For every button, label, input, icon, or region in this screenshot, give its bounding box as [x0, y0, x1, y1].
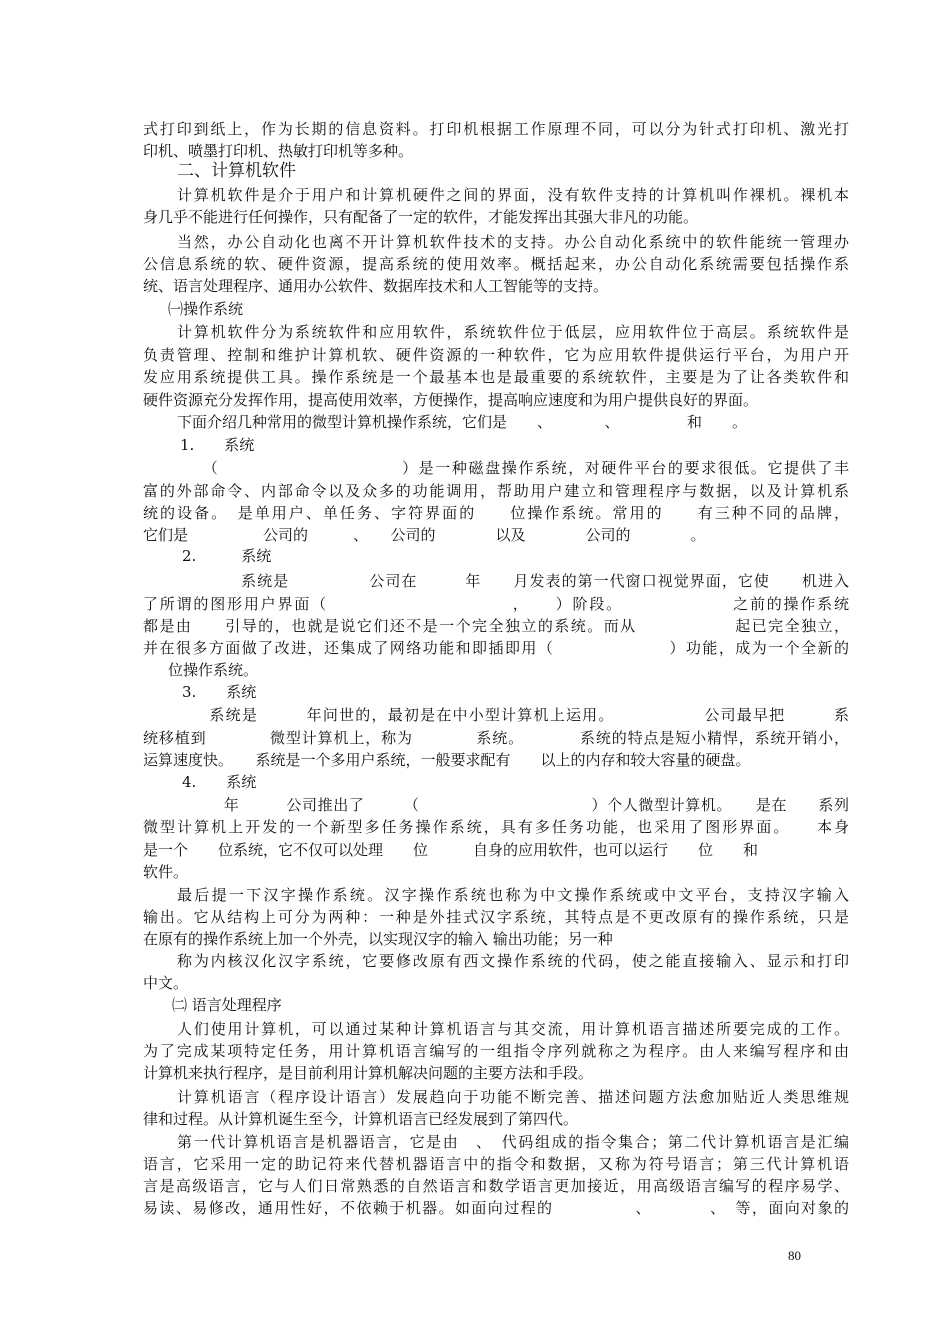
text-line: 为了完成某项特定任务，用计算机语言编写的一组指令序列就称之为程序。由人来编写程序和由	[143, 1042, 849, 1060]
section-heading: 二、计算机软件	[177, 161, 296, 181]
subsection-heading: ㈡ 语言处理程序	[172, 996, 282, 1014]
text-line: 计算机语言（程序设计语言）发展趋向于功能不断完善、描述问题方法愈加贴近人类思维规	[177, 1088, 849, 1106]
text-line: 计算机软件是介于用户和计算机硬件之间的界面，没有软件支持的计算机叫作裸机。裸机本	[177, 186, 849, 204]
text-line: 印机、喷墨打印机、热敏打印机等多种。	[143, 142, 414, 160]
text-line: 系统是 年问世的，最初是在中小型计算机上运用。 公司最早把 系	[177, 706, 849, 724]
text-line: 了所谓的图形用户界面（ ， ）阶段。 之前的操作系统	[143, 595, 849, 613]
text-line: 硬件资源充分发挥作用，提高使用效率，方便操作，提高响应速度和为用户提供良好的界面。	[143, 391, 759, 409]
text-line: 人们使用计算机，可以通过某种计算机语言与其交流，用计算机语言描述所要完成的工作。	[177, 1020, 849, 1038]
text-line: 输出。它从结构上可分为两种：一种是外挂式汉字系统，其特点是不更改原有的操作系统，只是	[143, 908, 849, 926]
text-line: 统的设备。 是单用户、单任务、字符界面的 位操作系统。常用的 有三种不同的品牌，	[143, 504, 849, 522]
text-line: 统、语言处理程序、通用办公软件、数据库技术和人工智能等的支持。	[143, 277, 609, 295]
text-line: （ ）是一种磁盘操作系统，对硬件平台的要求很低。它提供了丰	[177, 459, 849, 477]
text-line: 发应用系统提供工具。操作系统是一个最基本也是最重要的系统软件，主要是为了让各类软件和	[143, 368, 849, 386]
text-line: 当然，办公自动化也离不开计算机软件技术的支持。办公自动化系统中的软件能统一管理办	[177, 233, 849, 251]
text-line: 富的外部命令、内部命令以及众多的功能调用，帮助用户建立和管理程序与数据，以及计算机系	[143, 482, 849, 500]
text-line: 都是由 引导的，也就是说它们还不是一个完全独立的系统。而从 起已完全独立，	[143, 617, 849, 635]
text-line: 公信息系统的软、硬件资源，提高系统的使用效率。概括起来，办公自动化系统需要包括操作系	[143, 255, 849, 273]
text-line: 年 公司推出了 （ ）个人微型计算机。 是在 系列	[177, 796, 849, 814]
text-line: 并在很多方面做了改进，还集成了网络功能和即插即用（ ）功能，成为一个全新的	[143, 639, 849, 657]
text-line: 位操作系统。	[168, 661, 259, 679]
text-line: 运算速度快。 系统是一个多用户系统，一般要求配有 以上的内存和较大容量的硬盘。	[143, 751, 751, 769]
list-heading: 3. 系统	[182, 683, 257, 701]
text-line: 中文。	[143, 974, 189, 992]
list-heading: 1. 系统	[180, 436, 255, 454]
text-line: 语言，它采用一定的助记符来代替机器语言中的指令和数据，又称为符号语言；第三代计算机语	[143, 1155, 849, 1173]
text-line: 负责管理、控制和维护计算机软、硬件资源的一种软件，它为应用软件提供运行平台，为用户开	[143, 346, 849, 364]
text-line: 称为内核汉化汉字系统，它要修改原有西文操作系统的代码，使之能直接输入、显示和打印	[177, 952, 849, 970]
text-line: 易读、易修改，通用性好，不依赖于机器。如面向过程的 、 、 等，面向对象的	[143, 1199, 849, 1217]
text-line: 计算机软件分为系统软件和应用软件，系统软件位于低层，应用软件位于高层。系统软件是	[177, 323, 849, 341]
subsection-heading: ㈠操作系统	[168, 300, 244, 318]
text-line: 微型计算机上开发的一个新型多任务操作系统，具有多任务功能，也采用了图形界面。 本身	[143, 818, 849, 836]
text-line: 计算机来执行程序，是目前利用计算机解决问题的主要方法和手段。	[143, 1064, 594, 1082]
text-line: 最后提一下汉字操作系统。汉字操作系统也称为中文操作系统或中文平台，支持汉字输入	[177, 886, 849, 904]
text-line: 系统是 公司在 年 月发表的第一代窗口视觉界面，它使 机进入	[177, 572, 849, 590]
text-line: 式打印到纸上，作为长期的信息资料。打印机根据工作原理不同，可以分为针式打印机、激光打	[143, 120, 849, 138]
list-heading: 4. 系统	[182, 773, 257, 791]
text-line: 律和过程。从计算机诞生至今，计算机语言已经发展到了第四代。	[143, 1110, 579, 1128]
text-line: 是一个 位系统，它不仅可以处理 位 自身的应用软件，也可以运行 位 和	[143, 841, 759, 859]
text-line: 言是高级语言，它与人们日常熟悉的自然语言和数学语言更加接近，用高级语言编写的程序易学、	[143, 1177, 849, 1195]
text-line: 第一代计算机语言是机器语言，它是由 、 代码组成的指令集合；第二代计算机语言是汇编	[177, 1133, 849, 1151]
text-line: 身几乎不能进行任何操作，只有配备了一定的软件，才能发挥出其强大非凡的功能。	[143, 208, 699, 226]
text-line: 下面介绍几种常用的微型计算机操作系统，它们是 、 、 和 。	[177, 413, 748, 431]
text-line: 在原有的操作系统上加一个外壳，以实现汉字的输入 输出功能；另一种	[143, 930, 613, 948]
page-number: 80	[788, 1248, 801, 1263]
list-heading: 2. 系统	[182, 547, 272, 565]
text-line: 统移植到 微型计算机上，称为 系统。 系统的特点是短小精悍，系统开销小，	[143, 729, 849, 747]
text-line: 软件。	[143, 863, 189, 881]
text-line: 它们是 公司的 、 公司的 以及 公司的 。	[143, 526, 706, 544]
